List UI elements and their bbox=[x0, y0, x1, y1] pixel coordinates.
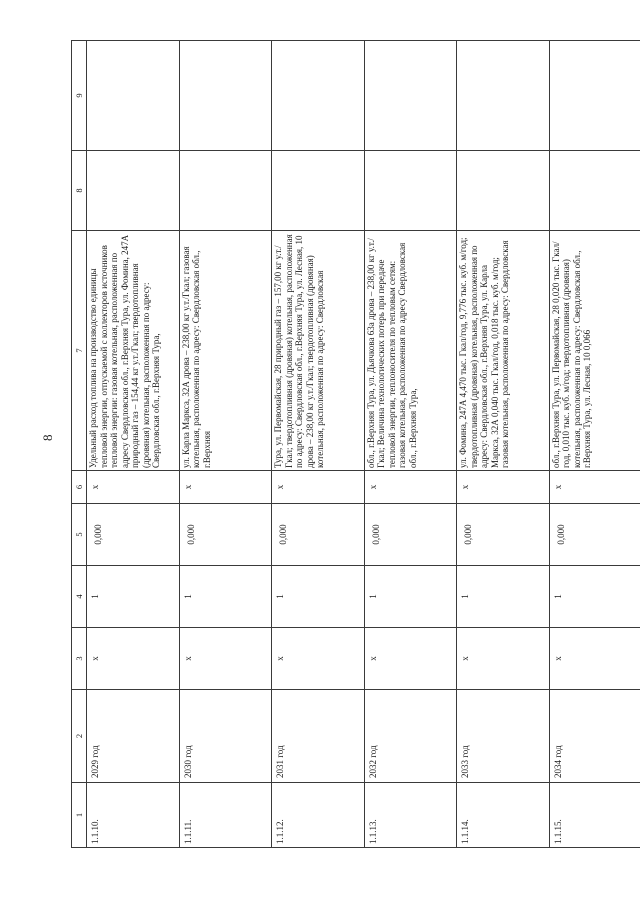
rotated-table-container bbox=[71, 41, 610, 848]
indicators-text-cell: обл., г.Верхняя Тура, ул. Дьячкова 63а дрова – 238,00 кг у.т./Гкал; Величина технологических потерь при передаче тепловой энергии, теплоносителя по тепловым сетям: газовая котельная, расположенная по адресу Свердловская обл., г.Верхняя Тура, bbox=[364, 231, 457, 471]
col9-cell bbox=[549, 41, 640, 151]
indicators-text-cell: Удельный расход топлива на производство единицы тепловой энергии, отпускаемой с коллекторов источников тепловой энергии: газовая котельная, расположенная по адресу Свердловская обл., г.Верхняя Тура, ул. Фомина, 247А природный газ – 154,44 кг у.т./Гкал; твердотопливная (дровяная) котельная, расположенная по адресу: Свердловская обл., г.Верхняя Тура, bbox=[87, 231, 180, 471]
col4-cell: 1 bbox=[364, 566, 457, 628]
col4-cell: 1 bbox=[457, 566, 550, 628]
table-row bbox=[549, 41, 640, 848]
page-number: 8 bbox=[40, 434, 55, 441]
year-cell: 2031 год bbox=[272, 690, 365, 783]
amount-cell: 0,000 bbox=[549, 504, 640, 566]
year-cell: 2032 год bbox=[364, 690, 457, 783]
column-header-5: 5 bbox=[72, 504, 87, 566]
col9-cell bbox=[272, 41, 365, 151]
col6-cell: х bbox=[549, 471, 640, 504]
col8-cell bbox=[87, 151, 180, 231]
year-cell: 2033 год bbox=[457, 690, 550, 783]
amount-cell: 0,000 bbox=[179, 504, 272, 566]
indicators-text-cell: Тура, ул. Первомайская, 28 природный газ – 157,00 кг у.т./Гкал; твердотопливная (дровяная) котельная, расположенная по адресу: Свердловская обл., г.Верхняя Тура, ул. Лесная, 10 дрова – 238,00 кг у.т./Гкал; твердотопливная (дровяная) котельная, расположенная по адресу: Свердловская bbox=[272, 231, 365, 471]
row-number-cell: 1.1.13. bbox=[364, 783, 457, 848]
col6-cell: х bbox=[179, 471, 272, 504]
column-header-8: 8 bbox=[72, 151, 87, 231]
column-header-4: 4 bbox=[72, 566, 87, 628]
table-row bbox=[272, 41, 365, 848]
col3-cell: х bbox=[179, 628, 272, 690]
amount-cell: 0,000 bbox=[457, 504, 550, 566]
col3-cell: х bbox=[549, 628, 640, 690]
col8-cell bbox=[272, 151, 365, 231]
col6-cell: х bbox=[87, 471, 180, 504]
amount-cell: 0,000 bbox=[87, 504, 180, 566]
col4-cell: 1 bbox=[179, 566, 272, 628]
row-number-cell: 1.1.14. bbox=[457, 783, 550, 848]
col8-cell bbox=[549, 151, 640, 231]
indicators-text-cell: ул. Карла Маркса, 32А дрова – 238,00 кг у.т./Гкал; газовая котельная, расположенная по адресу: Свердловская обл., г.Верхняя bbox=[179, 231, 272, 471]
col3-cell: х bbox=[457, 628, 550, 690]
amount-cell: 0,000 bbox=[272, 504, 365, 566]
col8-cell bbox=[457, 151, 550, 231]
indicators-text-cell: ул. Фомина, 247А 4,470 тыс. Гкал/год, 9,776 тыс. куб. м/год; твердотопливная (дровяная) котельная, расположенная по адресу: Свердловская обл., г.Верхняя Тура, ул. Карла Маркса, 32А 0,040 тыс. Гкал/год, 0,018 тыс. куб. м/год; газовая котельная, расположенная по адресу: Свердловская bbox=[457, 231, 550, 471]
year-cell: 2029 год bbox=[87, 690, 180, 783]
col9-cell bbox=[364, 41, 457, 151]
col4-cell: 1 bbox=[272, 566, 365, 628]
year-cell: 2034 год bbox=[549, 690, 640, 783]
table-row bbox=[364, 41, 457, 848]
indicators-text-cell: обл., г.Верхняя Тура, ул. Первомайская, 28 0,020 тыс. Гкал/год, 0,010 тыс. куб. м/год; твердотопливная (дровяная) котельная, расположенная по адресу: Свердловская обл., г.Верхняя Тура, ул. Лесная, 10 0,066 bbox=[549, 231, 640, 471]
row-number-cell: 1.1.12. bbox=[272, 783, 365, 848]
col9-cell bbox=[87, 41, 180, 151]
col6-cell: х bbox=[457, 471, 550, 504]
col4-cell: 1 bbox=[87, 566, 180, 628]
row-number-cell: 1.1.10. bbox=[87, 783, 180, 848]
col6-cell: х bbox=[364, 471, 457, 504]
column-header-1: 1 bbox=[72, 783, 87, 848]
measures-table bbox=[71, 40, 640, 848]
col3-cell: х bbox=[364, 628, 457, 690]
col6-cell: х bbox=[272, 471, 365, 504]
amount-cell: 0,000 bbox=[364, 504, 457, 566]
column-header-9: 9 bbox=[72, 41, 87, 151]
col8-cell bbox=[179, 151, 272, 231]
col8-cell bbox=[364, 151, 457, 231]
col3-cell: х bbox=[272, 628, 365, 690]
table-row bbox=[87, 41, 180, 848]
col4-cell: 1 bbox=[549, 566, 640, 628]
col3-cell: х bbox=[87, 628, 180, 690]
header-row bbox=[72, 41, 87, 848]
column-header-2: 2 bbox=[72, 690, 87, 783]
table-row bbox=[179, 41, 272, 848]
row-number-cell: 1.1.15. bbox=[549, 783, 640, 848]
column-header-3: 3 bbox=[72, 628, 87, 690]
column-header-6: 6 bbox=[72, 471, 87, 504]
year-cell: 2030 год bbox=[179, 690, 272, 783]
col9-cell bbox=[457, 41, 550, 151]
row-number-cell: 1.1.11. bbox=[179, 783, 272, 848]
table-body bbox=[87, 41, 640, 848]
column-header-7: 7 bbox=[72, 231, 87, 471]
col9-cell bbox=[179, 41, 272, 151]
table-row bbox=[457, 41, 550, 848]
